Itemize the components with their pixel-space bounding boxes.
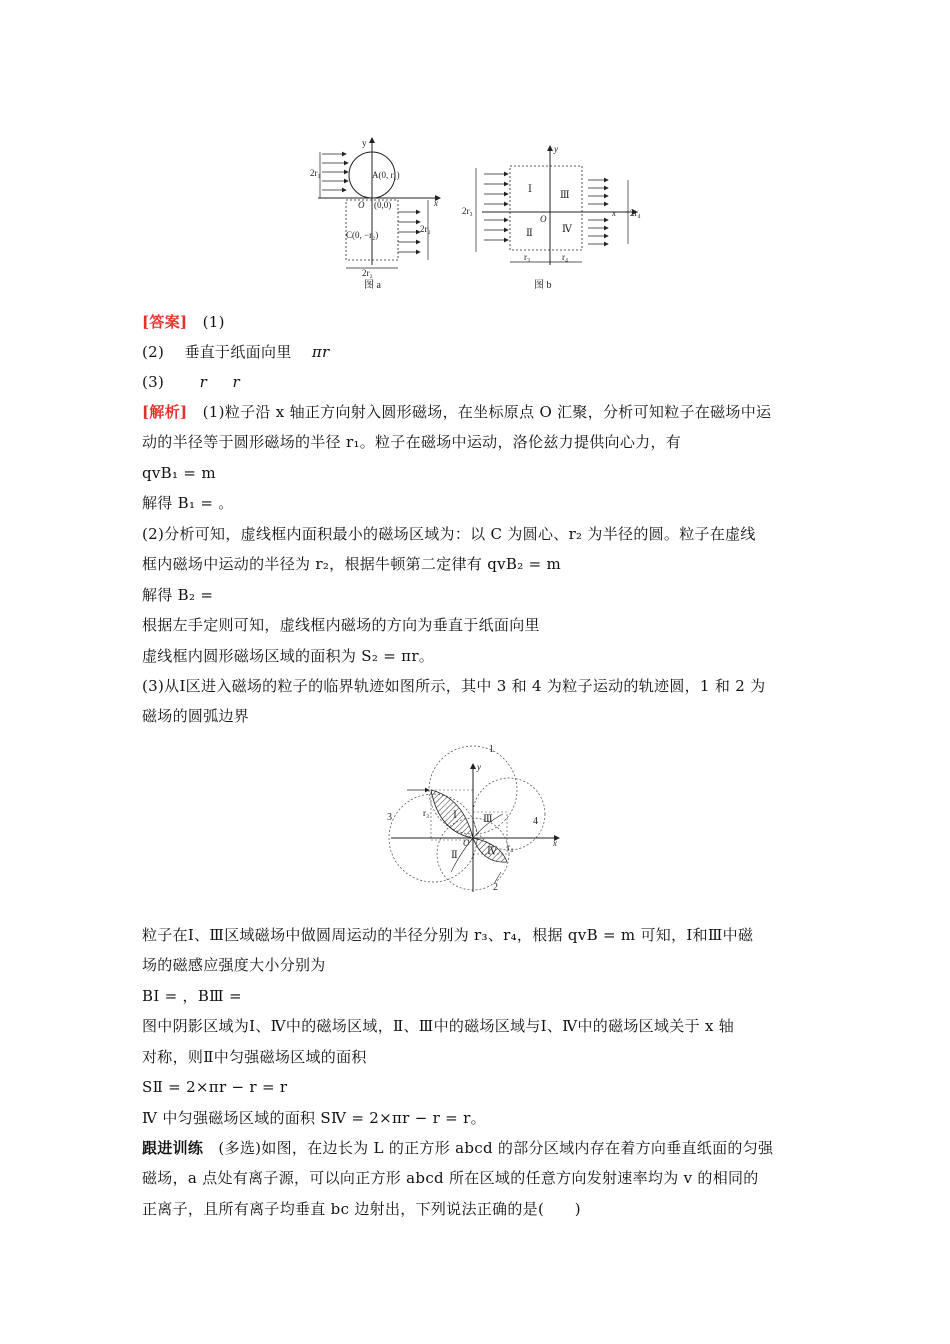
fig-b-caption: 图 b	[534, 280, 552, 291]
analysis-p1a: (1)粒子沿 x 轴正方向射入圆形磁场，在坐标原点 O 汇聚，分析可知粒子在磁场中运	[202, 403, 772, 421]
analysis-p4g: Ⅳ 中匀强磁场区域的面积 SⅣ = 2×πr − r = r。	[142, 1109, 486, 1127]
figure-c	[383, 742, 568, 897]
fig-c-O: O	[463, 838, 470, 848]
answer-3-r2: r	[232, 373, 240, 391]
followup-tag: 跟进训练	[142, 1139, 204, 1157]
followup-p3: 正离子，且所有离子均垂直 bc 边射出，下列说法正确的是( )	[142, 1200, 581, 1218]
fig-a-2r2-b: 2r₂	[362, 268, 373, 278]
fig-c-4: 4	[533, 816, 538, 827]
analysis-p2d: 根据左手定则可知，虚线框内磁场的方向为垂直于纸面向里	[142, 616, 540, 634]
analysis-p4f: SⅡ = 2×πr − r = r	[142, 1078, 288, 1096]
followup-line-1	[142, 1138, 773, 1158]
analysis-p2c: 解得 B₂ =	[142, 586, 214, 604]
fig-b-IV: Ⅳ	[562, 224, 572, 235]
followup-p1: (多选)如图，在边长为 L 的正方形 abcd 的部分区域内存在着方向垂直纸面的匀强	[218, 1139, 774, 1157]
followup-p2: 磁场，a 点处有离子源，可以向正方形 abcd 所在区域的任意方向发射速率均为 v 的相同的	[142, 1169, 759, 1187]
fig-b-2r4: 2r₄	[630, 208, 641, 218]
fig-a-2r1: 2r₁	[310, 168, 321, 178]
fig-c-I: Ⅰ	[453, 810, 457, 821]
fig-a-x: x	[434, 198, 438, 208]
fig-a-y: y	[362, 138, 367, 148]
analysis-p4b: 场的磁感应强度大小分别为	[142, 956, 326, 974]
fig-c-II: Ⅱ	[451, 850, 458, 861]
fig-c-3: 3	[387, 812, 392, 823]
fig-c-y: y	[477, 762, 481, 772]
analysis-p2b: 框内磁场中运动的半径为 r₂，根据牛顿第二定律有 qvB₂ = m	[142, 555, 562, 573]
answer-1: (1)	[202, 313, 225, 331]
fig-c-r4: r₄	[507, 842, 514, 852]
analysis-p3a: (3)从Ⅰ区进入磁场的粒子的临界轨迹如图所示，其中 3 和 4 为粒子运动的轨迹圆，1 和 2 为	[142, 677, 766, 695]
fig-a-C: C(0, −r₂)	[346, 230, 379, 240]
fig-b-II: Ⅱ	[526, 228, 533, 239]
fig-c-r3: r₃	[423, 808, 430, 818]
fig-c-1: 1	[489, 744, 494, 755]
answer-tag: [答案]	[142, 313, 188, 331]
figure-b	[462, 140, 652, 292]
fig-b-I: Ⅰ	[528, 184, 532, 195]
analysis-p1c: qvB₁ = m	[142, 464, 216, 482]
figure-a	[310, 130, 450, 290]
fig-c-III: Ⅲ	[483, 814, 493, 825]
analysis-p4c: BⅠ = ，BⅢ =	[142, 987, 242, 1005]
fig-a-O: O	[358, 200, 365, 210]
analysis-tag: [解析]	[142, 403, 188, 421]
fig-c-x: x	[553, 838, 557, 848]
answer-2-expr: πr	[311, 343, 330, 361]
answer-2-num: (2)	[142, 343, 165, 361]
fig-c-IV: Ⅳ	[487, 846, 497, 857]
analysis-p4a: 粒子在Ⅰ、Ⅲ区域磁场中做圆周运动的半径分别为 r₃、r₄，根据 qvB = m 可知，Ⅰ和Ⅲ中磁	[142, 926, 754, 944]
answer-3-num: (3)	[142, 373, 165, 391]
fig-b-r4: r₄	[562, 252, 569, 262]
fig-c-2: 2	[493, 882, 498, 893]
analysis-p4d: 图中阴影区域为Ⅰ、Ⅳ中的磁场区域，Ⅱ、Ⅲ中的磁场区域与Ⅰ、Ⅳ中的磁场区域关于 x 轴	[142, 1017, 735, 1035]
analysis-p2a: (2)分析可知，虚线框内面积最小的磁场区域为：以 C 为圆心、r₂ 为半径的圆。粒子在虚线	[142, 525, 756, 543]
answer-2-text: 垂直于纸面向里	[184, 343, 292, 361]
fig-b-x: x	[612, 208, 616, 218]
answer-line-2	[142, 342, 329, 362]
analysis-p1b: 动的半径等于圆形磁场的半径 r₁。粒子在磁场中运动，洛伦兹力提供向心力，有	[142, 433, 682, 451]
fig-b-2r3: 2r₃	[462, 206, 473, 216]
answer-line-1	[142, 312, 225, 332]
answer-line-3	[142, 372, 240, 392]
fig-b-r3: r₃	[524, 252, 531, 262]
fig-b-O: O	[540, 214, 547, 224]
fig-a-origin: (0,0)	[374, 200, 392, 210]
fig-a-caption: 图 a	[364, 280, 381, 290]
fig-b-III: Ⅲ	[560, 190, 570, 201]
analysis-p4e: 对称，则Ⅱ中匀强磁场区域的面积	[142, 1048, 367, 1066]
fig-b-y: y	[554, 144, 558, 154]
analysis-p3b: 磁场的圆弧边界	[142, 707, 250, 725]
analysis-p1d: 解得 B₁ = 。	[142, 494, 234, 512]
answer-3-r1: r	[199, 373, 208, 391]
analysis-line-1	[142, 402, 771, 422]
fig-a-A: A(0, r₁)	[372, 170, 400, 180]
fig-a-2r2: 2r₂	[420, 224, 431, 234]
analysis-p2e: 虚线框内圆形磁场区域的面积为 S₂ = πr。	[142, 647, 435, 665]
